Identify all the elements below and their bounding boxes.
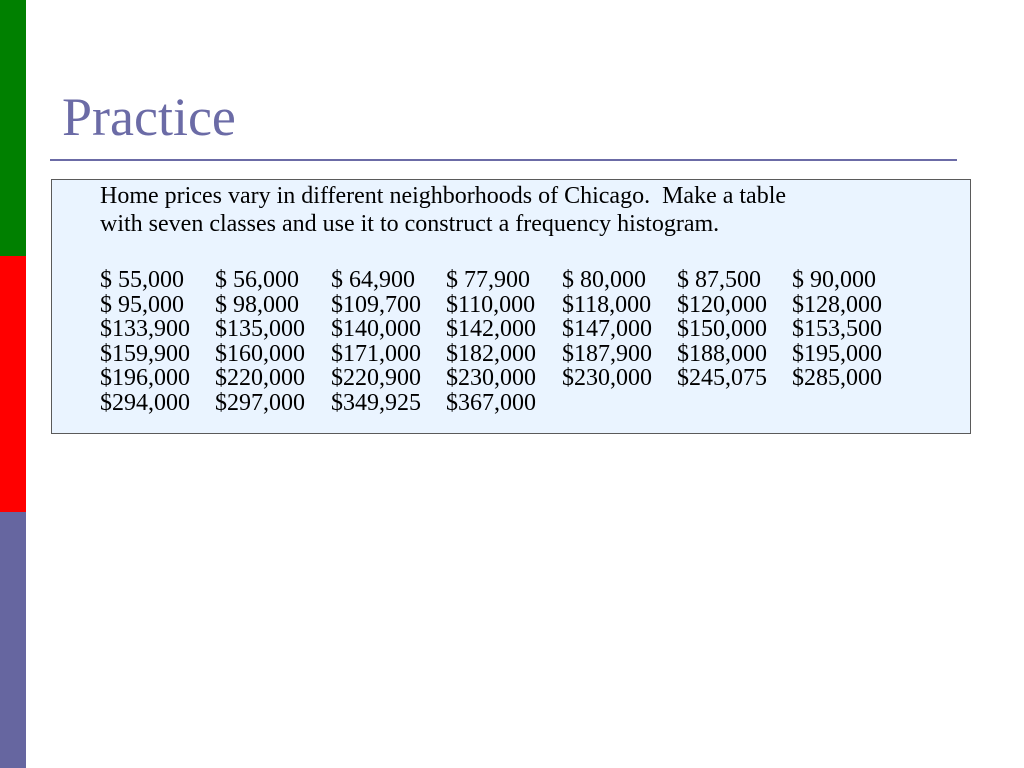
- slide-title: Practice: [62, 87, 236, 147]
- price-row: [100, 391, 920, 416]
- price-cell: $196,000: [100, 365, 190, 391]
- price-cell: $ 87,500: [677, 267, 761, 293]
- price-cell: $230,000: [562, 365, 652, 391]
- price-cell: $147,000: [562, 316, 652, 342]
- side-bar-green: [0, 0, 26, 256]
- prompt-line: with seven classes and use it to construct a frequency histogram.: [100, 211, 720, 237]
- price-cell: $195,000: [792, 340, 882, 367]
- price-cell: $ 56,000: [215, 267, 299, 293]
- price-cell: $142,000: [446, 316, 536, 342]
- price-cell: $349,925: [331, 389, 421, 416]
- title-divider: [50, 159, 957, 161]
- price-cell: $109,700: [331, 291, 421, 318]
- content-box: [51, 179, 971, 434]
- price-cell: $ 77,900: [446, 267, 530, 293]
- price-cell: $245,075: [677, 365, 767, 391]
- price-cell: $159,900: [100, 340, 190, 367]
- price-row: [100, 293, 920, 318]
- price-table: [100, 268, 920, 415]
- price-cell: $285,000: [792, 365, 882, 391]
- prompt-text: [100, 182, 950, 238]
- price-cell: $128,000: [792, 291, 882, 318]
- price-cell: $187,900: [562, 340, 652, 367]
- price-row: [100, 342, 920, 367]
- price-cell: $188,000: [677, 340, 767, 367]
- price-cell: $120,000: [677, 291, 767, 318]
- price-cell: $ 64,900: [331, 267, 415, 293]
- side-bar-red: [0, 256, 26, 512]
- price-cell: $182,000: [446, 340, 536, 367]
- price-cell: $220,000: [215, 365, 305, 391]
- price-cell: $297,000: [215, 389, 305, 416]
- price-cell: $ 98,000: [215, 291, 299, 318]
- side-bar-purple: [0, 512, 26, 768]
- price-cell: $294,000: [100, 389, 190, 416]
- price-cell: $150,000: [677, 316, 767, 342]
- price-cell: $135,000: [215, 316, 305, 342]
- price-cell: $220,900: [331, 365, 421, 391]
- price-cell: $110,000: [446, 291, 536, 318]
- price-cell: $140,000: [331, 316, 421, 342]
- price-row: [100, 366, 920, 391]
- price-cell: $ 80,000: [562, 267, 646, 293]
- price-cell: $153,500: [792, 316, 882, 342]
- prompt-line: Home prices vary in different neighborhoods of Chicago. Make a table: [100, 183, 787, 209]
- price-cell: $367,000: [446, 389, 536, 416]
- price-cell: $ 55,000: [100, 267, 184, 293]
- price-cell: $230,000: [446, 365, 536, 391]
- price-row: [100, 317, 920, 342]
- price-cell: $171,000: [331, 340, 421, 367]
- price-cell: $118,000: [562, 291, 652, 318]
- price-cell: $160,000: [215, 340, 305, 367]
- price-cell: $ 95,000: [100, 291, 184, 318]
- price-cell: $ 90,000: [792, 267, 876, 293]
- price-cell: $133,900: [100, 316, 190, 342]
- price-row: [100, 268, 920, 293]
